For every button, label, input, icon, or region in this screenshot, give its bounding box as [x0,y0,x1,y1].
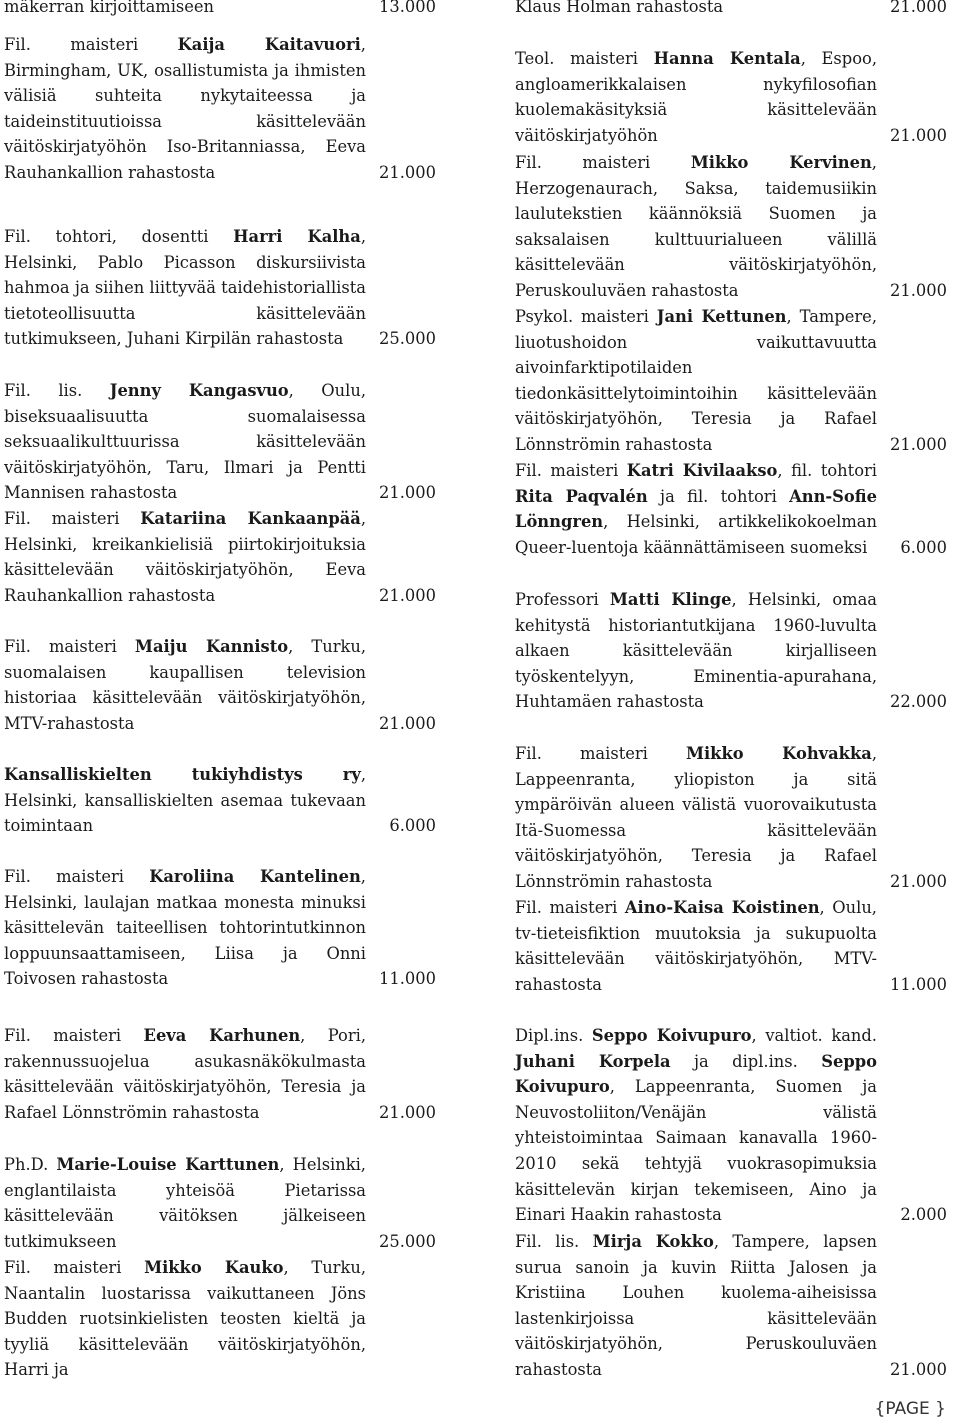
entry-text-segment: mäkerran kirjoittamiseen [4,0,215,16]
entry-text-segment: , Helsinki, kreikankielisiä piirtokirjoituksia käsittelevään väitöskirjatyöhön, Eeva Rauhankallion rahastosta [4,509,366,605]
entry-text [515,1023,877,1228]
grant-entry [4,864,436,992]
entry-text [515,1229,877,1383]
entry-text [515,150,877,304]
entry-text-segment: Fil. maisteri [4,1258,145,1277]
grant-entry [515,895,947,997]
grant-amount: 22.000 [890,692,947,712]
grant-amount: 21.000 [890,1359,947,1379]
recipient-name: Seppo Koivupuro [591,1026,752,1045]
entry-text-segment: Fil. maisteri [515,461,627,480]
grant-entry [515,458,947,560]
entry-text-segment: Dipl.ins. [515,1026,592,1045]
entry-text [515,0,877,20]
recipient-name: Rita Paqvalén [515,486,648,506]
entry-text-segment: Fil. maisteri [4,867,150,886]
recipient-name: Eeva Karhunen [143,1026,301,1045]
entry-text [4,1023,366,1125]
grant-amount: 25.000 [379,329,436,349]
grant-entry [4,762,436,839]
grant-amount: 25.000 [379,1231,436,1251]
recipient-name: Katri Kivilaakso [626,461,778,480]
recipient-name: Hanna Kentala [653,49,801,68]
entry-text-segment: Teol. maisteri [515,49,654,68]
entry-text-segment: Fil. maisteri [4,1026,144,1045]
recipient-name: Matti Klinge [609,590,732,609]
entry-text [4,634,366,736]
grant-amount: 11.000 [890,974,947,994]
entry-text-segment: , Oulu, biseksuaalisuutta suomalaisessa seksuaalikulttuurissa käsittelevään väitöskirjatyöhön, Taru, Ilmari ja Pentti Mannisen rahastosta [4,381,366,503]
entry-text [515,741,877,895]
entry-text-segment: , valtiot. kand. [751,1026,877,1045]
entry-text-segment: Klaus Holman rahastosta [515,0,724,16]
recipient-name: Mikko Kohvakka [685,744,872,763]
grant-entry [4,32,436,186]
entry-text [4,762,366,839]
recipient-name: Mikko Kauko [144,1258,284,1277]
recipient-name: Jenny Kangasvuo [109,381,289,400]
grant-amount: 21.000 [379,162,436,182]
entry-text-segment: Fil. tohtori, dosentti [4,227,234,246]
grant-amount: 6.000 [389,816,436,836]
grant-entry [4,506,436,608]
recipient-name: Harri Kalha [233,227,361,246]
grant-entry [515,1023,947,1228]
entry-text-segment: , Tampere, lapsen surua sanoin ja kuvin Riitta Jalosen ja Kristiina Louhen kuolema-aiheisissa lastenkirjoissa käsittelevään väitöskirjatyöhön, Peruskouluväen rahastosta [515,1232,878,1379]
grant-amount: 6.000 [900,537,947,557]
entry-text [4,506,366,608]
grant-amount: 21.000 [379,713,436,733]
entry-text-segment: Fil. maisteri [515,898,625,917]
entry-text-segment: , Espoo, angloamerikkalaisen nykyfilosofian kuolemakäsityksiä käsittelevään väitöskirjatyöhön [515,49,877,145]
grant-amount: 21.000 [379,585,436,605]
entry-text-segment: Fil. maisteri [4,509,141,528]
entry-text-segment: , Birmingham, UK, osallistumista ja ihmisten välisiä suhteita nykytaiteessa ja taideinstituutioissa käsittelevään väitöskirjatyöhön Iso-Britanniassa, Eeva Rauhankallion rahastosta [4,35,366,182]
grant-amount: 21.000 [890,280,947,300]
grant-amount: 21.000 [379,483,436,503]
entry-text-segment: , Lappeenranta, yliopiston ja sitä ympäröivän alueen välistä vuorovaikutusta Itä-Suomessa käsittelevään väitöskirjatyöhön, Teresia ja Rafael Lönnströmin rahastosta [515,744,877,891]
recipient-name: Maiju Kannisto [134,637,289,656]
grant-entry [4,224,436,352]
recipient-name: Marie-Louise Karttunen [56,1155,280,1174]
entry-text-segment: , Tampere, liuotushoidon vaikuttavuutta aivoinfarktipotilaiden tiedonkäsittelytoimintoihin käsittelevään väitöskirjatyöhön, Teresia ja Rafael Lönnströmin rahastosta [515,307,877,454]
entry-text-segment: , Helsinki, englantilaista yhteisöä Pietarissa käsittelevään väitöksen jälkeiseen tutkimukseen [4,1155,366,1251]
recipient-name: Mirja Kokko [592,1232,714,1251]
entry-text-segment: ja fil. tohtori [647,486,790,506]
grant-amount: 11.000 [379,969,436,989]
grant-entry [515,304,947,458]
entry-text [4,864,366,992]
entry-text [515,587,877,715]
recipient-name: Karoliina Kantelinen [149,867,361,886]
grant-entry [515,587,947,715]
recipient-name: Ann-Sofie Lönngren [515,486,877,532]
entry-text-segment: Fil. maisteri [515,744,686,763]
entry-text [515,895,877,997]
entry-text [515,46,877,148]
entry-text-segment: , Helsinki, Pablo Picasson diskursiivista hahmoa ja siihen liittyvää taidehistoriallista tietoteollisuutta käsittelevään tutkimukseen, Juhani Kirpilän rahastosta [4,227,367,349]
grant-entry [4,1023,436,1125]
entry-text-segment: , Pori, rakennussuojelua asukasnäkökulmasta käsittelevään väitöskirjatyöhön, Teresia ja Rafael Lönnströmin rahastosta [4,1026,366,1122]
entry-text-segment: Fil. maisteri [515,153,691,172]
entry-text-segment: , Helsinki, omaa kehitystä historiantutkijana 1960-luvulta alkaen käsittelevään kirjalliseen työskentelyyn, Eminentia-apurahana, Huhtamäen rahastosta [515,590,877,712]
recipient-name: Mikko Kervinen [690,153,872,172]
entry-text-segment: , Helsinki, artikkelikokoelman Queer-luentoja käännättämiseen suomeksi [515,512,877,557]
recipient-name: Kaija Kaitavuori [177,35,361,54]
entry-text [4,224,366,352]
recipient-name: Kansalliskielten tukiyhdistys ry [4,765,361,784]
entry-text-segment: , Turku, Naantalin luostarissa vaikuttaneen Jöns Budden ruotsinkielisten teosten kieltä ja tyyliä käsittelevään väitöskirjatyöhön, Harri ja [4,1258,366,1380]
grant-amount: 2.000 [900,1205,947,1225]
entry-text-segment: , Herzogenaurach, Saksa, taidemusiikin laulutekstien käännöksiä Suomen ja saksalaisen kulttuurialueen välillä käsittelevään väitöskirjatyöhön, Peruskouluväen rahastosta [515,153,877,300]
page-number-field: {PAGE } [874,1399,946,1419]
grant-amount: 21.000 [890,434,947,454]
entry-text [4,1255,366,1383]
entry-text [4,32,366,186]
entry-text-segment: Fil. maisteri [4,35,178,54]
entry-text-segment: Ph.D. [4,1155,57,1174]
grant-entry [4,0,436,20]
recipient-name: Juhani Korpela [515,1051,671,1071]
entry-text [4,378,366,506]
grant-entry [4,1152,436,1254]
entry-text-segment: ja dipl.ins. [670,1051,822,1071]
entry-text [4,0,366,20]
entry-text-segment: Fil. lis. [515,1232,593,1251]
recipient-name: Aino-Kaisa Koistinen [624,898,820,917]
grant-entry [515,0,947,20]
entry-text-segment: , Turku, suomalaisen kaupallisen television historiaa käsittelevään väitöskirjatyöhön, MTV-rahastosta [4,637,366,733]
grant-entry [515,46,947,148]
grant-amount: 21.000 [379,1102,436,1122]
entry-text-segment: Psykol. maisteri [515,307,657,326]
entry-text-segment: , Helsinki, laulajan matkaa monesta minuksi käsittelevän taiteellisen tohtorintutkinnon loppuunsaattamiseen, Liisa ja Onni Toivosen rahastosta [4,867,366,989]
entry-text [515,458,877,560]
grant-entry [4,378,436,506]
recipient-name: Katariina Kankaanpää [140,509,361,528]
grant-entry [515,741,947,895]
grant-amount: 21.000 [890,0,947,16]
entry-text-segment: , Oulu, tv-tieteisfiktion muutoksia ja sukupuolta käsittelevään väitöskirjatyöhön, MTV-rahastosta [515,898,877,994]
grant-entry [515,1229,947,1383]
grant-amount: 13.000 [379,0,436,16]
grant-amount: 21.000 [890,125,947,145]
entry-text-segment: Professori [515,590,610,609]
grant-entry [4,634,436,736]
grant-entry [515,150,947,304]
recipient-name: Jani Kettunen [656,307,787,326]
entry-text-segment: , Helsinki, kansalliskielten asemaa tukevaan toimintaan [4,765,366,836]
grant-amount: 21.000 [890,871,947,891]
entry-text-segment: , fil. tohtori [777,461,877,480]
entry-text [4,1152,366,1254]
entry-text-segment: Fil. lis. [4,381,110,400]
entry-text-segment: Fil. maisteri [4,637,135,656]
entry-text-segment: , Lappeenranta, Suomen ja Neuvostoliiton/Venäjän välistä yhteistoimintaa Saimaan kanavalla 1960-2010 sekä tehtyjä vuokrasopimuksia käsittelevän kirjan tekemiseen, Aino ja Einari Haakin rahastosta [515,1077,877,1225]
recipient-name: Seppo Koivupuro [515,1051,877,1097]
entry-text [515,304,877,458]
grant-entry [4,1255,436,1383]
